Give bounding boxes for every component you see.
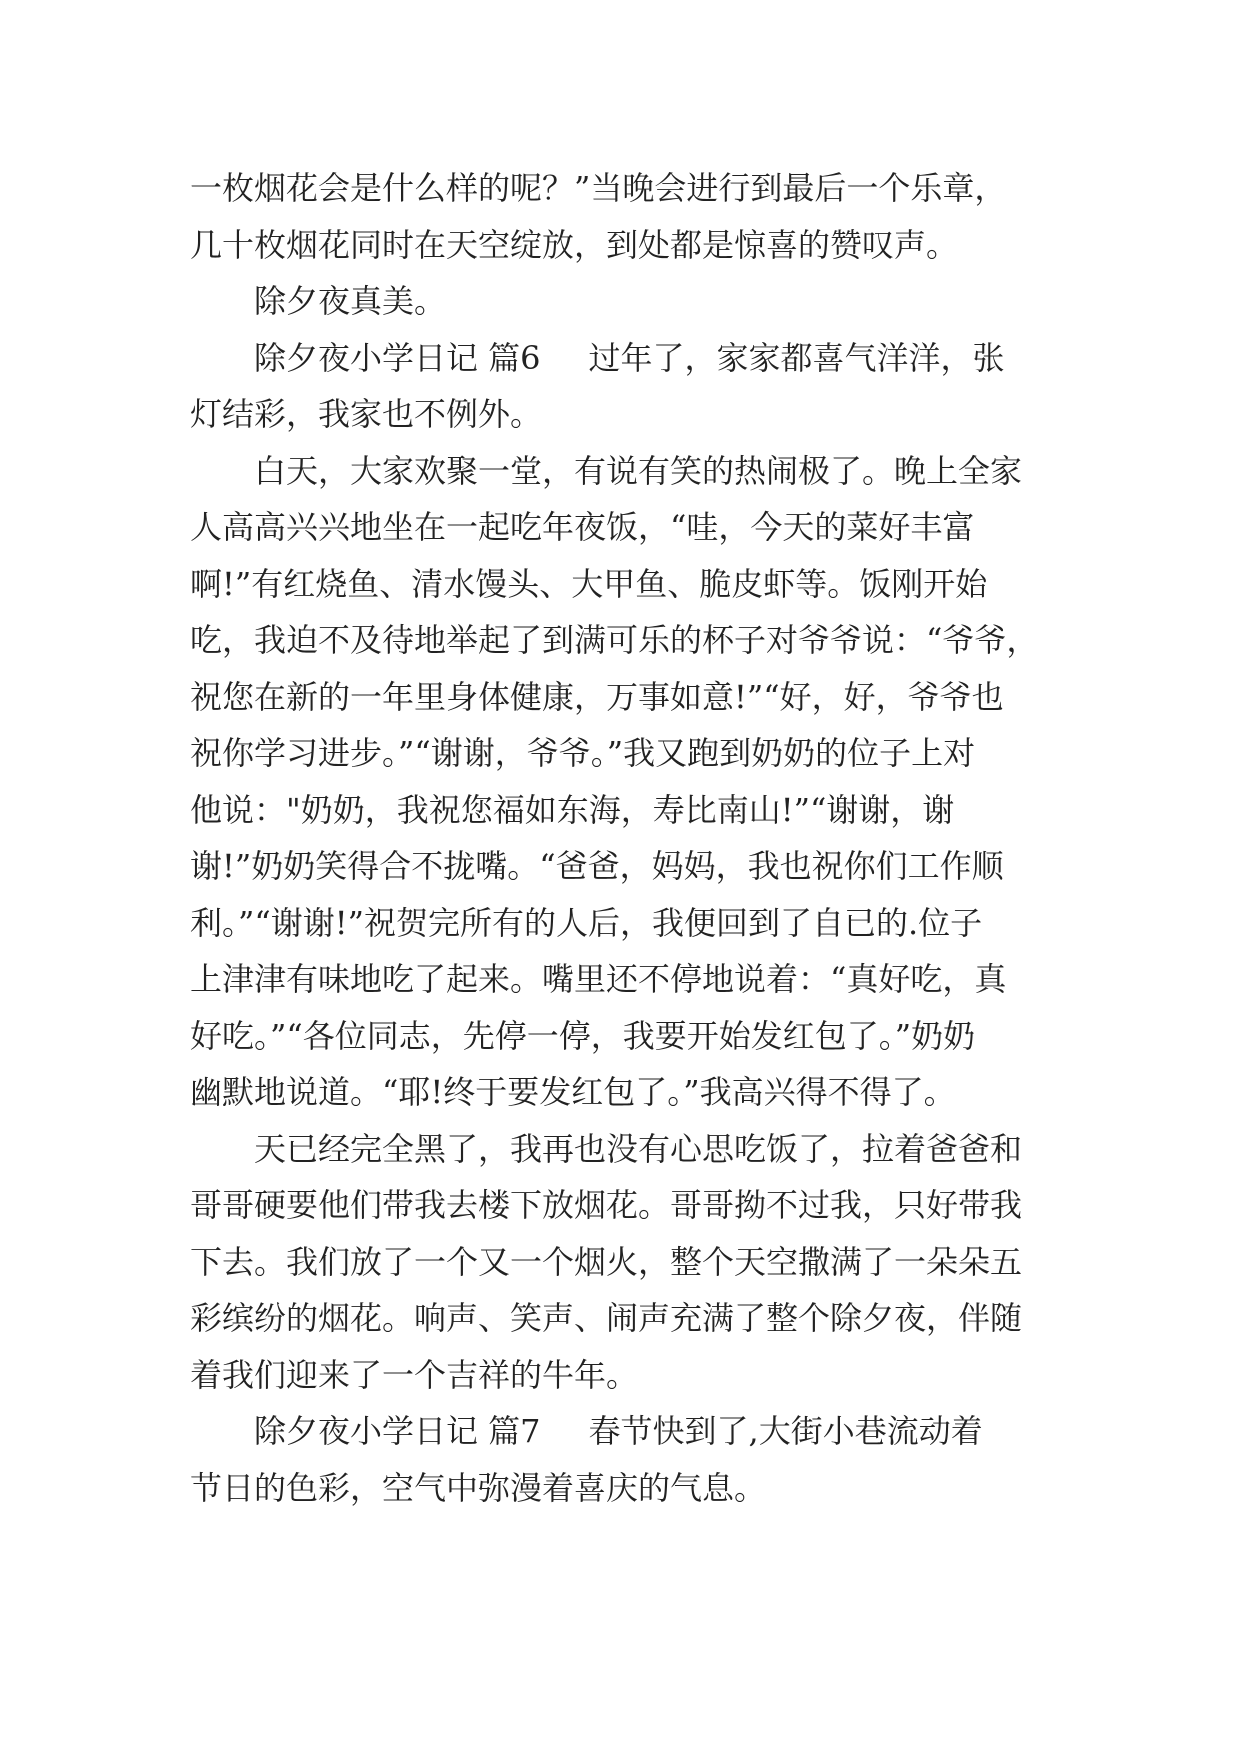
text-line: 几十枚烟花同时在天空绽放，到处都是惊喜的赞叹声。	[190, 225, 959, 264]
document-page	[190, 160, 1070, 1516]
text-line: 啊!”有红烧鱼、清水馒头、大甲鱼、脆皮虾等。饭刚开始	[190, 564, 988, 603]
paragraph-fireworks-downstairs	[190, 1121, 1070, 1178]
text-line: 幽默地说道。“耶!终于要发红包了。”我高兴得不得了。	[190, 1073, 956, 1111]
section-6-first-line-text: 过年了，家家都喜气洋洋，张	[588, 338, 1005, 377]
text-line: 彩缤纷的烟花。响声、笑声、闹声充满了整个除夕夜，伴随	[190, 1299, 1023, 1337]
text-line: 谢!”奶奶笑得合不拢嘴。“爸爸，妈妈，我也祝你们工作顺	[190, 847, 1004, 885]
text-line: 一枚烟花会是什么样的呢？”当晚会进行到最后一个乐章，	[190, 169, 1007, 207]
paragraph-new-years-dinner-continued	[190, 499, 1070, 1121]
section-7	[190, 1403, 1070, 1460]
text-line: 哥哥硬要他们带我去楼下放烟花。哥哥拗不过我，只好带我	[190, 1186, 1023, 1224]
text-line: 除夕夜真美。	[254, 282, 447, 320]
section-6-continued	[190, 386, 1070, 443]
section-7-first-line-text: 春节快到了,大街小巷流动着	[588, 1412, 983, 1450]
section-7-first-line	[190, 1403, 1070, 1460]
section-6-first-line	[190, 330, 1070, 387]
section-6-heading: 除夕夜小学日记 篇6	[254, 338, 541, 377]
text-line: 人高高兴兴地坐在一起吃年夜饭，“哇，今天的菜好丰富	[190, 508, 975, 546]
text-line: 着我们迎来了一个吉祥的牛年。	[190, 1355, 639, 1394]
text-line: 吃，我迫不及待地举起了到满可乐的杯子对爷爷说：“爷爷，	[190, 621, 1039, 659]
section-7-heading: 除夕夜小学日记 篇7	[254, 1412, 541, 1450]
section-6	[190, 330, 1070, 387]
text-line: 天已经完全黑了，我再也没有心思吃饭了，拉着爸爸和	[254, 1129, 1023, 1168]
text-line: 祝你学习进步。”“谢谢，爷爷。”我又跑到奶奶的位子上对	[190, 734, 976, 772]
section-7-continued	[190, 1460, 1070, 1517]
paragraph-fireworks-end	[190, 160, 1070, 273]
paragraph-new-years-eve-beautiful	[190, 273, 1070, 330]
text-line: 好吃。”“各位同志，先停一停，我要开始发红包了。”奶奶	[190, 1016, 976, 1055]
text-line: 灯结彩，我家也不例外。	[190, 395, 543, 433]
text-line: 节日的色彩，空气中弥漫着喜庆的气息。	[190, 1468, 767, 1507]
text-line: 他说："奶奶，我祝您福如东海，寿比南山!”“谢谢，谢	[190, 790, 955, 829]
text-line: 祝您在新的一年里身体健康，万事如意!”“好，好，爷爷也	[190, 677, 1004, 716]
paragraph-fireworks-downstairs-continued	[190, 1177, 1070, 1403]
text-line: 白天，大家欢聚一堂，有说有笑的热闹极了。晚上全家	[254, 451, 1023, 490]
paragraph-new-years-dinner	[190, 443, 1070, 500]
text-line: 下去。我们放了一个又一个烟火，整个天空撒满了一朵朵五	[190, 1242, 1023, 1281]
text-line: 上津津有味地吃了起来。嘴里还不停地说着：“真好吃，真	[190, 960, 1007, 998]
text-line: 利。”“谢谢!”祝贺完所有的人后，我便回到了自已的.位子	[190, 903, 983, 942]
